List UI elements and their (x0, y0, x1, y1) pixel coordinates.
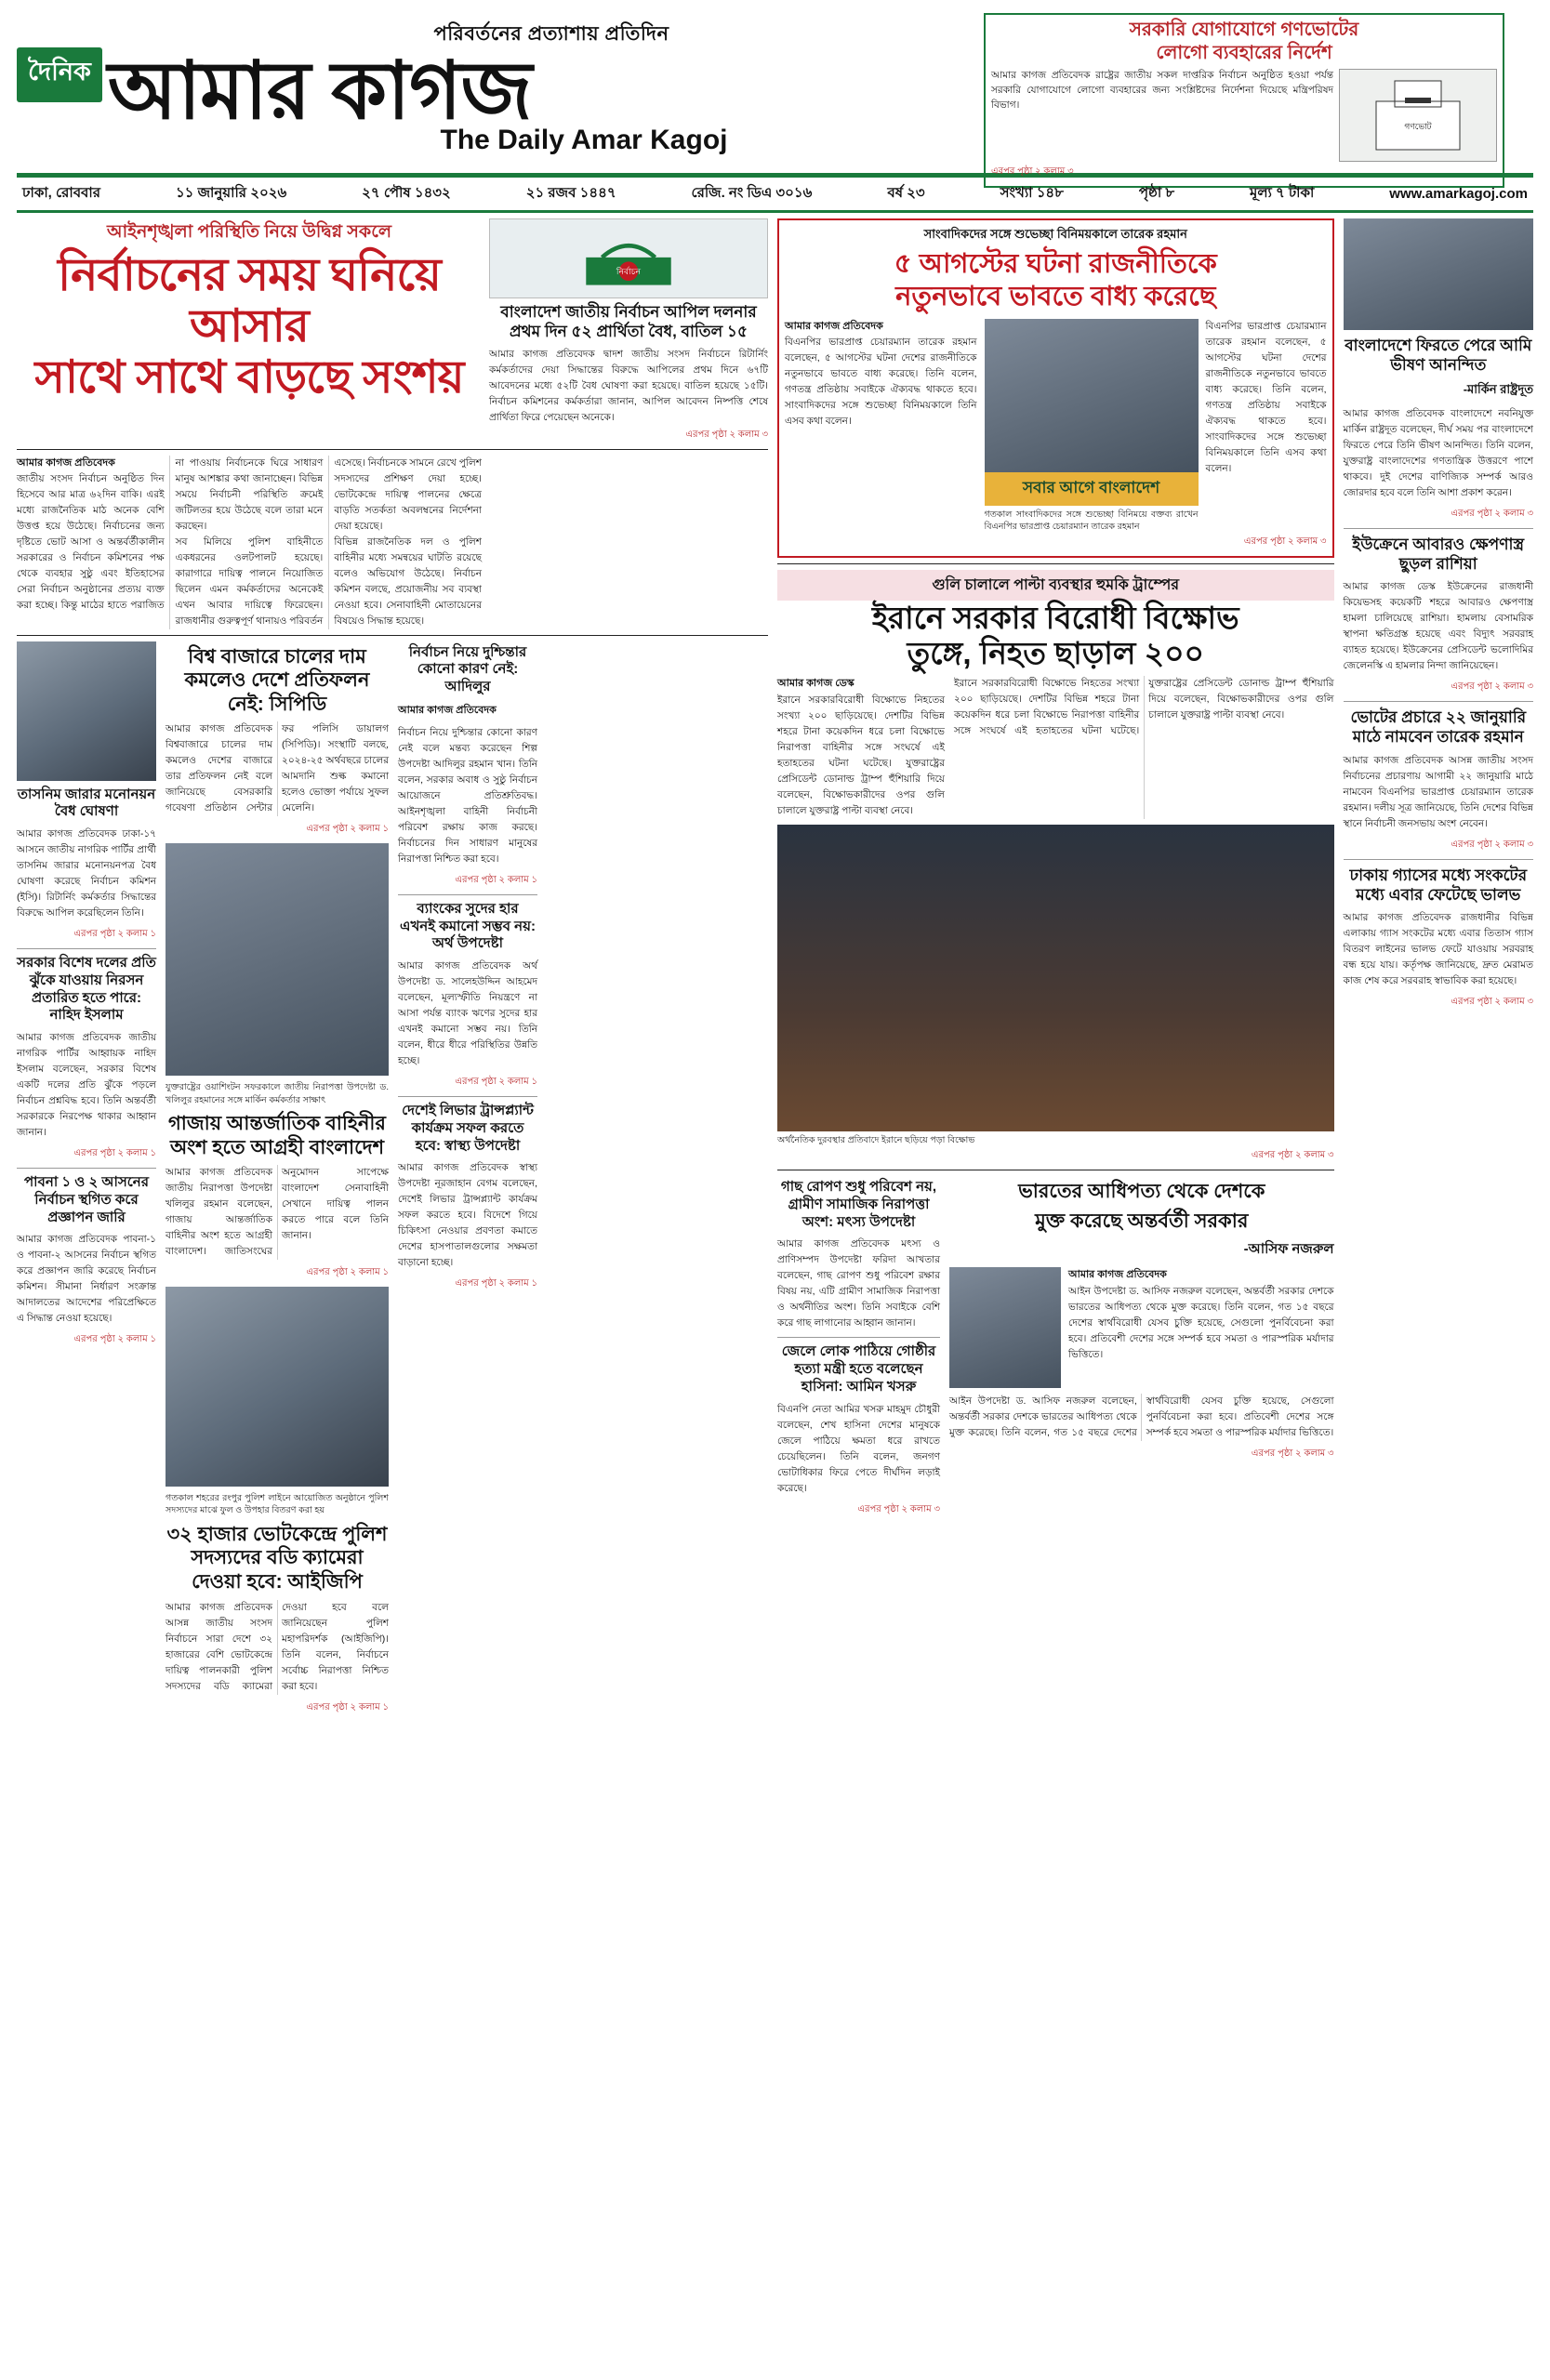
tasnim-cont: এরপর পৃষ্ঠা ২ কলাম ১ (73, 929, 156, 939)
promo-title-line2: লোগো ব্যবহারের নির্দেশ (1156, 43, 1332, 63)
dateline-registration: রেজি. নং ডিএ ৩০১৬ (691, 185, 813, 201)
dateline-place: ঢাকা, রোববার (22, 185, 100, 201)
promo-text: আমার কাগজ প্রতিবেদক রাষ্ট্রের জাতীয় সকল দাপ্তরিক নির্বাচন অনুষ্ঠিত হওয়া পর্যন্ত সরকারি যোগাযোগে লোগো ব্যবহারের জন্য সংশ্লিষ্টদের নির্দেশনা দিয়েছে মন্ত্রিপরিষদ বিভাগ। (991, 70, 1333, 111)
lead-headline-2: সাথে সাথে বাড়ছে সংশয় (34, 351, 464, 403)
iran-text: ইরানে সরকারবিরোধী বিক্ষোভে নিহতের সংখ্যা ২০০ ছাড়িয়েছে। দেশটির বিভিন্ন শহরে টানা কয়েকদিন ধরে চলা বিক্ষোভে নিরাপত্তা বাহিনীর সঙ্গে সংঘর্ষে এই হতাহতের ঘটনা ঘটেছে। যুক্তরাষ্ট্রের প্রেসিডেন্ট ডোনাল্ড ট্রাম্প হুঁশিয়ারি দিয়ে বলেছেন, বিক্ষোভকারীদের ওপর গুলি চালালে যুক্তরাষ্ট্র পাল্টা ব্যবস্থা নেবে। (777, 694, 945, 816)
tasnim-block (17, 641, 156, 1716)
masthead-logo-row (17, 46, 974, 136)
lead-kicker: আইনশৃঙ্খলা পরিস্থিতি নিয়ে উদ্বিগ্ন সকলে (107, 222, 391, 242)
dateline-price: মূল্য ৭ টাকা (1250, 185, 1315, 201)
tarique2-title: ভোটের প্রচারে ২২ জানুয়ারি মাঠে নামবেন তারেক রহমান (1350, 708, 1527, 747)
iran-headline-1: ইরানে সরকার বিরোধী বিক্ষোভ (871, 601, 1239, 636)
page-content (17, 218, 1533, 1716)
iran-byline: আমার কাগজ ডেস্ক (777, 678, 854, 690)
iran-caption: অর্থনৈতিক দুরবস্থার প্রতিবাদে ইরানে ছড়িয়ে পড়া বিক্ষোভ (777, 1134, 975, 1145)
nahid-title: সরকার বিশেষ দলের প্রতি ঝুঁকে যাওয়ায় নিরসন প্রতারিত হতে পারে: নাহিদ ইসলাম (17, 955, 156, 1024)
bodycam-title: ৩২ হাজার ভোটকেন্দ্রে পুলিশ সদস্যদের বডি ক্যামেরা দেওয়া হবে: আইজিপি (166, 1523, 388, 1593)
dainik-badge: দৈনিক (17, 47, 102, 102)
tarique2-text: আমার কাগজ প্রতিবেদক আসন্ন জাতীয় সংসদ নির্বাচনের প্রচারণায় আগামী ২২ জানুয়ারি মাঠে নামবেন বিএনপির ভারপ্রাপ্ত চেয়ারম্যান তারেক রহমান। দলীয় সূত্র জানিয়েছে, তিনি দেশের বিভিন্ন স্থানে নির্বাচনী জনসভায় অংশ নেবেন। (1343, 754, 1534, 829)
ballot-box-image (1339, 69, 1497, 162)
svg-text:গণভোট: গণভোট (1404, 122, 1432, 131)
cow-cont: এরপর পৃষ্ঠা ২ কলাম ৩ (857, 1503, 940, 1514)
section-divider-1 (17, 635, 768, 636)
interest-title: ব্যাংকের সুদের হার এখনই কমানো সম্ভব নয়: অর্থ উপদেষ্টা (400, 900, 536, 952)
tarique-cont: এরপর পৃষ্ঠা ২ কলাম ৩ (1243, 536, 1327, 548)
dateline-date: ১১ জানুয়ারি ২০২৬ (175, 185, 287, 201)
asif-attrib: -আসিফ নজরুল (1243, 1241, 1334, 1258)
center-divider (777, 563, 1334, 564)
lead-col-1: জাতীয় সংসদ নির্বাচন অনুষ্ঠিত দিন হিসেবে আর মাত্র ৬২দিন বাকি। এরই মধ্যে রাজনৈতিক মাঠ অনেক বেশি উত্তপ্ত হয়ে উঠেছে। নির্বাচনের জন্য দৃষ্টিতে ভোট আসা ও অন্তর্বর্তীকালীন সরকারের ও নির্বাচন কমিশনের পক্ষ থেকে ব্যবহার সুষ্ঠু এবং ইতিহাসের সেরা নির্বাচন অনুষ্ঠানের প্রত্যয় ব্যক্ত করা হচ্ছে। কিন্তু মাঠের হাতে পরাজিত না পাওয়ায় নির্বাচনকে ঘিরে সাধারণ মানুষ আশঙ্কার কথা জানাচ্ছেন। বিভিন্ন সময়ে নির্বাচনী পরিস্থিতি ক্রমেই জটিলতর হয়ে উঠেছে বলে তারা মনে করছেন। (17, 456, 324, 612)
cow-text: আমার কাগজ প্রতিবেদক মৎস্য ও প্রাণিসম্পদ উপদেষ্টা ফরিদা আখতার বলেছেন, গাছ রোপণ শুধু পরিবেশ রক্ষার বিষয় নয়, এটি গ্রামীণ সামাজিক নিরাপত্তা ও অর্থনীতির অংশ। তিনি সবাইকে বেশি করে গাছ লাগানোর আহ্বান জানান। (777, 1238, 940, 1329)
ukraine-cont: এরপর পৃষ্ঠা ২ কলাম ৩ (1451, 681, 1534, 692)
paper-title: আমার কাগজ (107, 46, 532, 136)
ec-box-title: বাংলাদেশ জাতীয় নির্বাচন আপিল দলনার প্রথম দিন ৫২ প্রার্থিতা বৈধ, বাতিল ১৫ (500, 303, 757, 341)
police-caption: গতকাল শহরের রংপুর পুলিশ লাইনে আয়োজিত অনুষ্ঠানে পুলিশ সদস্যদের মাঝে ফুল ও উপহার বিতরণ করা হয় (166, 1493, 389, 1516)
tarique2-cont: এরপর পৃষ্ঠা ২ কলাম ৩ (1451, 839, 1534, 850)
asif-byline: আমার কাগজ প্রতিবেদক (1068, 1269, 1167, 1281)
pabna-title: পাবনা ১ ও ২ আসনের নির্বাচন স্থগিত করে প্রজ্ঞাপন জারি (23, 1174, 150, 1225)
ballot-box-icon (1344, 73, 1492, 157)
cpd-block (166, 641, 389, 1716)
dateline (17, 178, 1533, 210)
pabna-cont: এরপর পৃষ্ঠা ২ কলাম ১ (73, 1334, 156, 1345)
dateline-pages: পৃষ্ঠা ৮ (1138, 185, 1175, 201)
gaza-cont: এরপর পৃষ্ঠা ২ কলাম ১ (306, 1267, 389, 1278)
adilur-block (398, 641, 537, 1716)
dateline-year: বর্ষ ২৩ (887, 185, 925, 201)
cpd-title: বিশ্ব বাজারে চালের দাম কমলেও দেশে প্রতিফলন নেই: সিপিডি (184, 645, 370, 715)
bodycam-cont: এরপর পৃষ্ঠা ২ কলাম ১ (306, 1701, 389, 1712)
masthead-tagline: পরিবর্তনের প্রত্যাশায় প্রতিদিন (433, 23, 669, 45)
adilur-cont: এরপর পৃষ্ঠা ২ কলাম ১ (455, 874, 537, 885)
tarique-headline-2: নতুনভাবে ভাবতে বাধ্য করেছে (895, 281, 1216, 311)
masthead-left (17, 13, 974, 156)
column-center (777, 218, 1334, 1716)
cpd-text: আমার কাগজ প্রতিবেদক বিশ্ববাজারে চালের দাম কমলেও দেশের বাজারে তার প্রতিফলন নেই বলে জানিয়েছে বেসরকারি গবেষণা প্রতিষ্ঠান সেন্টার ফর পলিসি ডায়ালগ (সিপিডি)। সংস্থাটি বলছে, ২০২৪-২৫ অর্থবছরে চালের আমদানি শুল্ক কমানো হলেও ভোক্তা পর্যায়ে সুফল মেলেনি। (166, 723, 389, 814)
envoy-cont: এরপর পৃষ্ঠা ২ কলাম ৩ (1451, 508, 1534, 519)
handshake-photo (166, 843, 389, 1076)
liver-title: দেশেই লিভার ট্রান্সপ্ল্যান্ট কার্যক্রম সফল করতে হবে: স্বাস্থ্য উপদেষ্টা (402, 1103, 534, 1154)
cow-title: গাছ রোপণ শুধু পরিবেশ নয়, গ্রামীণ সামাজিক নিরাপত্তা অংশ: মৎস্য উপদেষ্টা (780, 1179, 937, 1230)
envoy-photo (1344, 218, 1534, 330)
tarique-kicker: সাংবাদিকদের সঙ্গে শুভেচ্ছা বিনিময়কালে তারেক রহমান (923, 227, 1187, 241)
tarique-photo (985, 319, 1199, 472)
asif-text: আইন উপদেষ্টা ড. আসিফ নজরুল বলেছেন, অন্তর্বর্তী সরকার দেশকে ভারতের আধিপত্য থেকে মুক্ত করেছে। তিনি বলেন, গত ১৫ বছরে দেশের স্বার্থবিরোধী যেসব চুক্তি হয়েছে, সেগুলো পুনর্বিবেচনা করা হবে। প্রতিবেশী দেশের সঙ্গে সম্পর্ক হবে সমতা ও পারস্পরিক মর্যাদার ভিত্তিতে। (1068, 1286, 1334, 1361)
iran-text-2: ইরানে সরকারবিরোধী বিক্ষোভে নিহতের সংখ্যা ২০০ ছাড়িয়েছে। দেশটির বিভিন্ন শহরে টানা কয়েকদিন ধরে চলা বিক্ষোভে নিরাপত্তা বাহিনীর সঙ্গে সংঘর্ষে এই হতাহতের ঘটনা ঘটেছে। যুক্তরাষ্ট্রের প্রেসিডেন্ট ডোনাল্ড ট্রাম্প হুঁশিয়ারি দিয়ে বলেছেন, বিক্ষোভকারীদের ওপর গুলি চালালে যুক্তরাষ্ট্র পাল্টা ব্যবস্থা নেবে। (954, 678, 1334, 737)
promo-continuation: এরপর পৃষ্ঠা ২ কলাম ৩ (991, 166, 1074, 177)
pabna-text: আমার কাগজ প্রতিবেদক পাবনা-১ ও পাবনা-২ আসনের নির্বাচন স্থগিত করে প্রজ্ঞাপন জারি করেছে নির্বাচন কমিশন। সীমানা নির্ধারণ সংক্রান্ত আদালতের আদেশের পরিপ্রেক্ষিতে এ সিদ্ধান্ত নেওয়া হয়েছে। (17, 1234, 156, 1325)
row-bottom-center (777, 1176, 1334, 1518)
envoy-attrib: -মার্কিন রাষ্ট্রদূত (1463, 381, 1534, 396)
dateline-website[interactable]: www.amarkagoj.com (1389, 186, 1528, 202)
cpd-cont: এরপর পৃষ্ঠা ২ কলাম ১ (306, 824, 389, 835)
lead-col-3: বিভিন্ন রাজনৈতিক দল ও পুলিশ বাহিনীর মধ্যে সমন্বয়ের ঘাটতি রয়েছে বলেও অভিযোগ উঠেছে। নির্বাচন কমিশন বলছে, প্রয়োজনীয় সব ব্যবস্থা নেওয়া হবে। সেনাবাহিনী মোতায়েনের বিষয়েও সিদ্ধান্ত হয়েছে। (334, 536, 482, 627)
lead-headline-1: নির্বাচনের সময় ঘনিয়ে আসার (58, 250, 441, 351)
police-photo (166, 1287, 389, 1487)
asif-title-1: ভারতের আধিপত্য থেকে দেশকে (1018, 1181, 1265, 1203)
paper-subtitle: The Daily Amar Kagoj (440, 125, 728, 155)
ukraine-title: ইউক্রেনে আবারও ক্ষেপণাস্ত্র ছুড়ল রাশিয়া (1352, 535, 1525, 573)
nahid-cont: এরপর পৃষ্ঠা ২ কলাম ১ (73, 1148, 156, 1158)
iran-headline-2: তুঙ্গে, নিহত ছাড়াল ২০০ (907, 636, 1204, 671)
gas-cont: এরপর পৃষ্ঠা ২ কলাম ৩ (1451, 997, 1534, 1007)
gas-title: ঢাকায় গ্যাসের মধ্যে সংকটের মধ্যে এবার ফেটেছে ভালভ (1349, 866, 1528, 904)
adilur-text: নির্বাচন নিয়ে দুশ্চিন্তার কোনো কারণ নেই বলে মন্তব্য করেছেন শিল্প উপদেষ্টা আদিলুর রহমান খান। তিনি বলেন, সরকার অবাধ ও সুষ্ঠু নির্বাচন আয়োজনে প্রতিশ্রুতিবদ্ধ। আইনশৃঙ্খলা বাহিনী নির্বাচনী পরিবেশ রক্ষায় কাজ করছে। নির্বাচনের দিন সাধারণ মানুষের নিরাপত্তা নিশ্চিত করা হবে। (398, 726, 537, 865)
dateline-hijri-date: ২১ রজব ১৪৪৭ (525, 185, 616, 201)
envoy-title: বাংলাদেশে ফিরতে পেরে আমি ভীষণ আনন্দিত (1345, 337, 1532, 375)
asif-cont: এরপর পৃষ্ঠা ২ কলাম ৩ (1251, 1448, 1334, 1460)
handshake-caption: যুক্তরাষ্ট্রের ওয়াশিংটন সফরকালে জাতীয় নিরাপত্তা উপদেষ্টা ড. খলিলুর রহমানের সঙ্গে মার্কিন কর্মকর্তার সাক্ষাৎ (166, 1082, 389, 1105)
lead-body (17, 456, 482, 629)
tarique-caption: গতকাল সাংবাদিকদের সঙ্গে শুভেচ্ছা বিনিময়ে বক্তব্য রাখেন বিএনপির ভারপ্রাপ্ত চেয়ারম্যান তারেক রহমান (984, 509, 1199, 532)
promo-title-line1: সরকারি যোগাযোগে গণভোটের (1129, 20, 1359, 40)
lead-byline: আমার কাগজ প্রতিবেদক (17, 456, 115, 469)
masthead-promo-box (984, 13, 1504, 188)
nahid-text: আমার কাগজ প্রতিবেদক জাতীয় নাগরিক পার্টির আহ্বায়ক নাহিদ ইসলাম বলেছেন, সরকার বিশেষ একটি দলের প্রতি ঝুঁকে পড়লে নির্বাচন প্রশ্নবিদ্ধ হবে। তিনি অন্তর্বর্তী সরকারকে নিরপেক্ষ থাকার আহ্বান জানান। (17, 1032, 156, 1138)
gas-text: আমার কাগজ প্রতিবেদক রাজধানীর বিভিন্ন এলাকায় গ্যাস সংকটের মধ্যে এবার তিতাস গ্যাস বিতরণ লাইনের ভালভ ফেটে যাওয়ায় সরবরাহ বন্ধ হয়ে যায়। কর্তৃপক্ষ জানিয়েছে, দ্রুত মেরামত কাজ শেষ করে সরবরাহ স্বাভাবিক করা হয়েছে। (1343, 912, 1534, 986)
tarique-text: বিএনপির ভারপ্রাপ্ত চেয়ারম্যান তারেক রহমান বলেছেন, ৫ আগস্টের ঘটনা দেশের রাজনীতিকে নতুনভাবে ভাবতে বাধ্য করেছে। তিনি বলেন, গণতন্ত্র প্রতিষ্ঠায় সবাইকে ঐক্যবদ্ধ থাকতে হবে। সাংবাদিকদের সঙ্গে শুভেচ্ছা বিনিময়কালে তিনি এসব কথা বলেন। (785, 337, 977, 428)
tasnim-title: তাসনিম জারার মনোনয়ন বৈধ ঘোষণা (17, 786, 156, 820)
gaza-text: আমার কাগজ প্রতিবেদক জাতীয় নিরাপত্তা উপদেষ্টা খলিলুর রহমান বলেছেন, গাজায় আন্তর্জাতিক বাহিনীর অংশ হতে আগ্রহী বাংলাদেশ। জাতিসংঘের অনুমোদন সাপেক্ষে বাংলাদেশ সেনাবাহিনী সেখানে দায়িত্ব পালন করতে পারে বলে তিনি জানান। (166, 1167, 389, 1258)
interest-text: আমার কাগজ প্রতিবেদক অর্থ উপদেষ্টা ড. সালেহউদ্দিন আহমেদ বলেছেন, মূল্যস্ফীতি নিয়ন্ত্রণে না আসা পর্যন্ত ব্যাংক ঋণের সুদের হার এখনই কমানো সম্ভব নয়। তিনি বলেন, ধীরে ধীরে পরিস্থিতির উন্নতি হচ্ছে। (398, 960, 537, 1066)
ec-box (489, 218, 768, 443)
svg-text:নির্বাচন: নির্বাচন (616, 267, 642, 277)
khasru-text: বিএনপি নেতা আমির খসরু মাহমুদ চৌধুরী বলেছেন, শেখ হাসিনা দেশের মানুষকে জেলে পাঠিয়ে ক্ষমতা ধরে রাখতে চেয়েছিলেন। তিনি বলেন, জনগণ ভোটাধিকার ফিরে পেতে দীর্ঘদিন লড়াই করেছে। (777, 1403, 940, 1494)
ukraine-text: আমার কাগজ ডেস্ক ইউক্রেনের রাজধানী কিয়েভসহ কয়েকটি শহরে আবারও ক্ষেপণাস্ত্র হামলা চালিয়েছে রাশিয়া। হামলায় বেসামরিক স্থাপনা ক্ষতিগ্রস্ত হয়েছে এবং বিদ্যুৎ সরবরাহ ব্যাহত হয়েছে। ইউক্রেনের প্রেসিডেন্ট ভলোদিমির জেলেনস্কি এ হামলার নিন্দা জানিয়েছেন। (1343, 581, 1534, 671)
tarique-headline-1: ৫ আগস্টের ঘটনা রাজনীতিকে (894, 249, 1217, 279)
asif-title-2: মুক্ত করেছে অন্তর্বর্তী সরকার (1035, 1210, 1249, 1232)
tasnim-photo (17, 641, 156, 781)
tarique-byline: আমার কাগজ প্রতিবেদক (785, 320, 883, 332)
adilur-byline: আমার কাগজ প্রতিবেদক (398, 704, 497, 716)
masthead-rule-bottom (17, 210, 1533, 213)
liver-cont: এরপর পৃষ্ঠা ২ কলাম ১ (455, 1278, 537, 1289)
gaza-title: গাজায় আন্তর্জাতিক বাহিনীর অংশ হতে আগ্রহী বাংলাদেশ (168, 1112, 386, 1158)
column-right (1344, 218, 1534, 1716)
tarique-logo: সবার আগে বাংলাদেশ (985, 472, 1199, 506)
tarique-text-right: বিএনপির ভারপ্রাপ্ত চেয়ারম্যান তারেক রহমান বলেছেন, ৫ আগস্টের ঘটনা দেশের রাজনীতিকে নতুনভাবে ভাবতে বাধ্য করেছে। তিনি বলেন, গণতন্ত্র প্রতিষ্ঠায় সবাইকে ঐক্যবদ্ধ থাকতে হবে। সাংবাদিকদের সঙ্গে শুভেচ্ছা বিনিময়কালে তিনি এসব কথা বলেন। (1205, 320, 1327, 474)
lead-divider (17, 449, 768, 450)
ec-emblem (489, 218, 768, 298)
lead-col-2: সব মিলিয়ে পুলিশ বাহিনীতে একধরনের ওলটপালট হয়েছে। কারাগারে দায়িত্ব পালনে নিয়োজিত ছিলেন এমন কর্মকর্তাদের অনেকেই এখন আবার দায়িত্বে ফিরেছেন। রাজধানীর গুরুত্বপূর্ণ থানায়ও পরিবর্তন এসেছে। নির্বাচনকে সামনে রেখে পুলিশ সদস্যদের প্রশিক্ষণ দেয়া হচ্ছে। ভোটকেন্দ্রে দায়িত্ব পালনের ক্ষেত্রে বাড়তি সতর্কতা অবলম্বনের নির্দেশনা দেয়া হয়েছে। (175, 456, 482, 627)
cow-block (777, 1176, 940, 1518)
masthead (17, 13, 1533, 177)
tasnim-text: আমার কাগজ প্রতিবেদক ঢাকা-১৭ আসনে জাতীয় নাগরিক পার্টির প্রার্থী তাসনিম জারার মনোনয়নপত্র বৈধ ঘোষণা করেছে নির্বাচন কমিশন (ইসি)। রিটার্নিং কর্মকর্তার সিদ্ধান্তের বিরুদ্ধে আপিল করেছিলেন তিনি। (17, 828, 156, 919)
asif-photo (949, 1267, 1061, 1388)
tarique-box (777, 218, 1334, 558)
asif-text-2: আইন উপদেষ্টা ড. আসিফ নজরুল বলেছেন, অন্তর্বর্তী সরকার দেশকে ভারতের আধিপত্য থেকে মুক্ত করেছে। তিনি বলেন, গত ১৫ বছরে দেশের স্বার্থবিরোধী যেসব চুক্তি হয়েছে, সেগুলো পুনর্বিবেচনা করা হবে। প্রতিবেশী দেশের সঙ্গে সম্পর্ক হবে সমতা ও পারস্পরিক মর্যাদার ভিত্তিতে। (949, 1395, 1334, 1439)
iran-protest-photo (777, 825, 1334, 1131)
column-left (17, 218, 768, 1716)
lead-story (17, 218, 482, 403)
envoy-text: আমার কাগজ প্রতিবেদক বাংলাদেশে নবনিযুক্ত মার্কিন রাষ্ট্রদূত বলেছেন, দীর্ঘ সময় পর বাংলাদেশে ফিরতে পেরে তিনি ভীষণ আনন্দিত। তিনি বলেন, যুক্তরাষ্ট্র বাংলাদেশের গণতান্ত্রিক উত্তরণে পাশে থাকবে। দুই দেশের বাণিজ্যিক সম্পর্ক আরও জোরদার হবে বলে তিনি আশা প্রকাশ করেন। (1343, 407, 1534, 498)
row-secondary (17, 641, 768, 1716)
bodycam-text: আমার কাগজ প্রতিবেদক আসন্ন জাতীয় সংসদ নির্বাচনে সারা দেশে ৩২ হাজারের বেশি ভোটকেন্দ্রে দায়িত্ব পালনকারী পুলিশ সদস্যদের বডি ক্যামেরা দেওয়া হবে বলে জানিয়েছেন পুলিশ মহাপরিদর্শক (আইজিপি)। তিনি বলেন, নির্বাচনে সর্বোচ্চ নিরাপত্তা নিশ্চিত করা হবে। (166, 1601, 389, 1692)
khasru-title: জেলে লোক পাঠিয়ে গোষ্ঠীর হত্যা মন্ত্রী হতে বলেছেন হাসিনা: আমিন খসরু (781, 1343, 936, 1395)
dateline-bangla-date: ২৭ পৌষ ১৪৩২ (362, 185, 451, 201)
bangladesh-emblem-icon (559, 221, 698, 296)
ec-box-cont: এরপর পৃষ্ঠা ২ কলাম ৩ (685, 429, 768, 440)
asif-block (949, 1176, 1334, 1518)
dateline-issue: সংখ্যা ১৪৮ (1000, 185, 1064, 201)
iran-kicker: গুলি চালালে পাল্টা ব্যবস্থার হুমকি ট্রাম্পের (777, 570, 1334, 601)
interest-cont: এরপর পৃষ্ঠা ২ কলাম ১ (455, 1077, 537, 1087)
ec-box-text: আমার কাগজ প্রতিবেদক দ্বাদশ জাতীয় সংসদ নির্বাচনে রিটার্নিং কর্মকর্তাদের দেয়া সিদ্ধান্তের বিরুদ্ধে আপিলের প্রথম দিনে ৬৭টি আবেদনের মধ্যে ৫২টি বৈধ ঘোষণা করা হয়েছে। বাতিল হয়েছে ১৫টি। নির্বাচন কমিশনের কর্মকর্তারা জানান, আপিল আবেদন নিষ্পত্তি শেষে প্রার্থিতা ফিরে পেয়েছেন অনেকে। (489, 348, 768, 423)
iran-cont: এরপর পৃষ্ঠা ২ কলাম ৩ (1251, 1150, 1334, 1161)
adilur-title: নির্বাচন নিয়ে দুশ্চিন্তার কোনো কারণ নেই: আদিলুর (408, 643, 527, 694)
liver-text: আমার কাগজ প্রতিবেদক স্বাস্থ্য উপদেষ্টা নূরজাহান বেগম বলেছেন, দেশেই লিভার ট্রান্সপ্ল্যান্ট কার্যক্রম সফল করতে হবে। বিদেশে গিয়ে চিকিৎসা নেওয়ার প্রবণতা কমাতে দেশের হাসপাতালগুলোর সক্ষমতা বাড়ানো হচ্ছে। (398, 1162, 537, 1269)
